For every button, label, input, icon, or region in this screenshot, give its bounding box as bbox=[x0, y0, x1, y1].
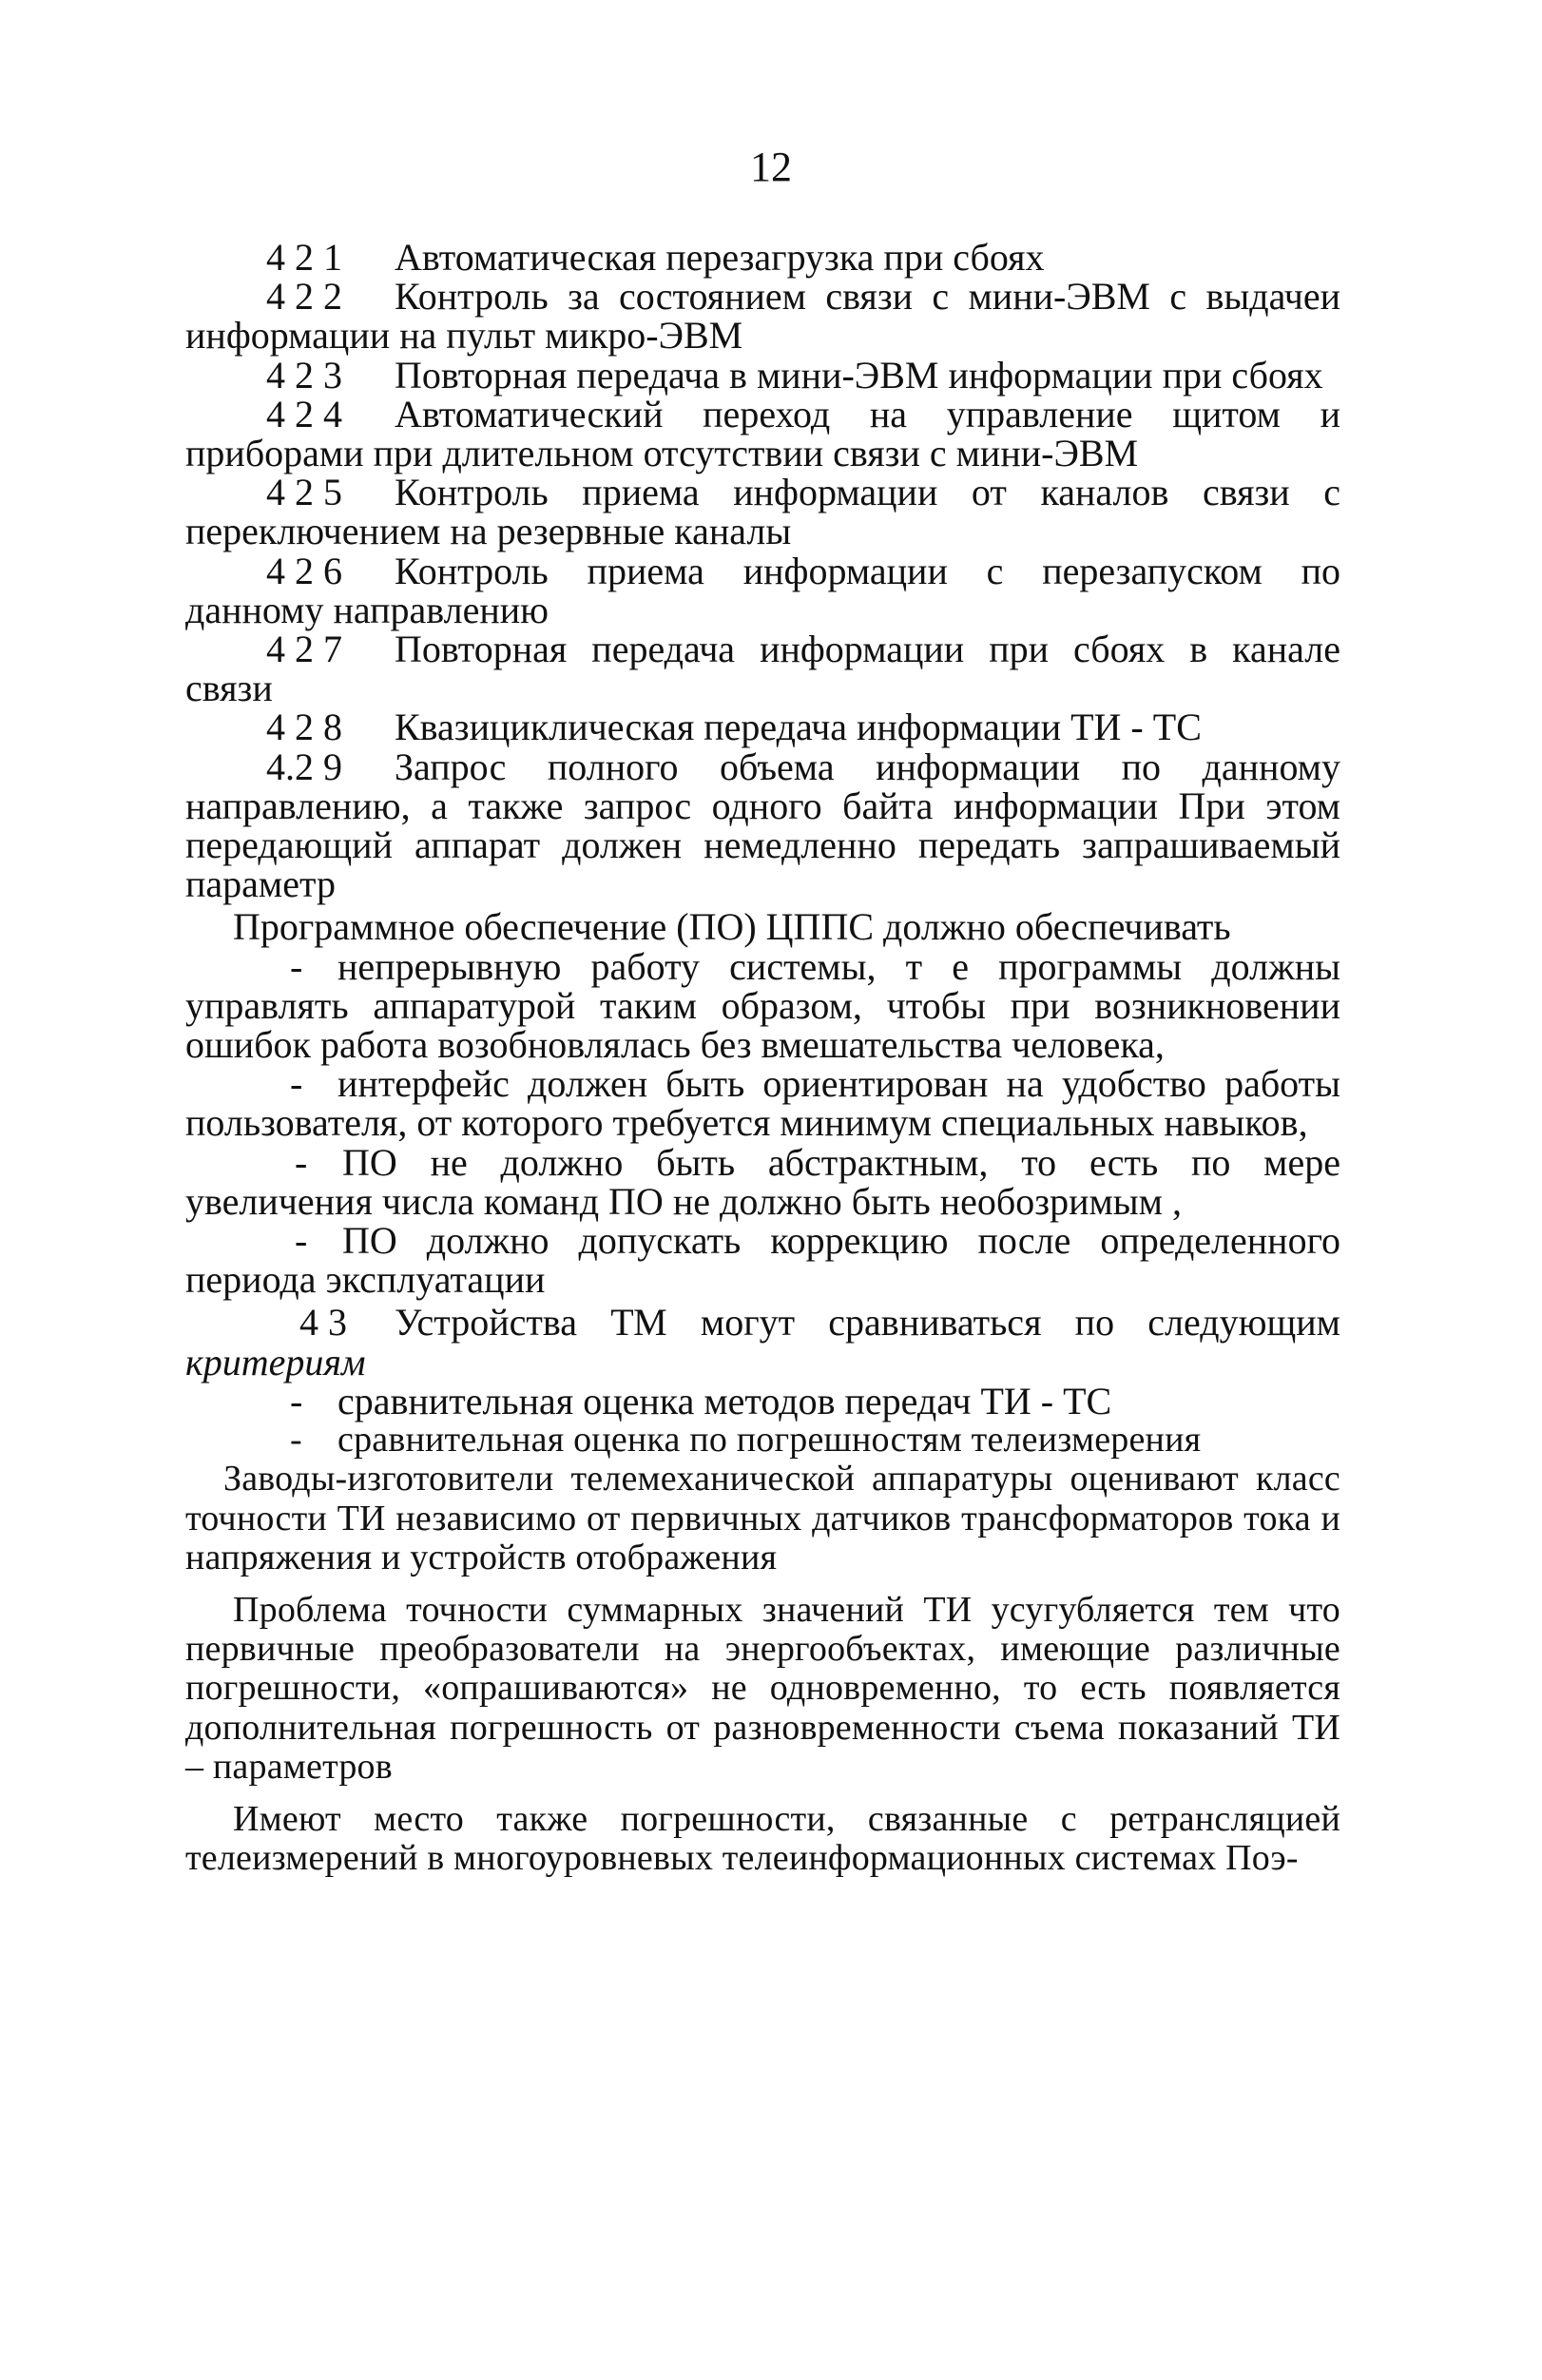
requirement-text: ПО не должно быть абстрактным, то есть по мере увеличения числа команд ПО не должно быть необозримым , bbox=[185, 1140, 1340, 1223]
requirement-text: интерфейс должен быть ориентирован на удобство работы пользователя, от которого требуется минимум специальных навыков, bbox=[185, 1062, 1340, 1145]
list-item bbox=[185, 551, 1340, 629]
section-number: 4 3 bbox=[299, 1301, 347, 1345]
item-number: 4 2 4 bbox=[266, 392, 342, 435]
item-text: Контроль приема информации от каналов связи с переключением на резервные каналы bbox=[185, 471, 1340, 553]
dash-marker: - bbox=[295, 1140, 308, 1184]
item-text: Контроль за состоянием связи с мини-ЭВМ с выдачеи информации на пульт микро-ЭВМ bbox=[185, 275, 1340, 358]
item-number: 4 2 2 bbox=[266, 275, 342, 319]
item-text: Запрос полного объема информации по данному направлению, а также запрос одного байта информации При этом передающий аппарат должен немедленно передать запрашиваемый параметр bbox=[185, 745, 1340, 906]
list-item bbox=[185, 473, 1340, 551]
document-body bbox=[185, 238, 1340, 1878]
requirement-text: ПО должно допускать коррекцию после определенного периода эксплуатации bbox=[185, 1219, 1340, 1302]
dash-marker: - bbox=[290, 944, 303, 988]
list-item bbox=[185, 238, 1340, 277]
dash-marker: - bbox=[295, 1219, 308, 1263]
dash-marker: - bbox=[290, 1379, 303, 1422]
criteria-text: сравнительная оценка методов передач ТИ - ТС bbox=[337, 1379, 1112, 1422]
list-item bbox=[185, 747, 1340, 904]
requirement-item bbox=[185, 944, 1340, 1067]
paragraph: Проблема точности суммарных значений ТИ усугубляется тем что первичные преобразователи на энергообъектах, имеющие различные погрешности, «опрашиваются» не одновременно, то есть появляется дополнительная погрешность от разновременности съема показаний ТИ – параметров bbox=[185, 1589, 1340, 1787]
item-number: 4 2 8 bbox=[266, 706, 342, 749]
criteria-item bbox=[185, 1379, 1340, 1422]
requirement-item bbox=[185, 1219, 1340, 1302]
criteria-text: сравнительная оценка по погрешностям телеизмерения bbox=[337, 1420, 1202, 1461]
item-number: 4 2 1 bbox=[266, 236, 342, 279]
requirement-text: непрерывную работу системы, т е программы должны управлять аппаратурой таким образом, чтобы при возникновении ошибок работа возобновлялась без вмешательства человека, bbox=[185, 944, 1340, 1067]
criteria-heading bbox=[185, 1303, 1340, 1381]
item-number: 4 2 7 bbox=[266, 628, 342, 671]
criteria-item bbox=[185, 1421, 1340, 1460]
item-text: Автоматическая перезагрузка при сбоях bbox=[395, 236, 1045, 279]
item-text: Квазициклическая передача информации ТИ - ТС bbox=[395, 706, 1202, 749]
list-item bbox=[185, 706, 1340, 749]
item-text: Повторная передача в мини-ЭВМ информации при сбоях bbox=[395, 353, 1323, 397]
item-number: 4 2 6 bbox=[266, 549, 342, 592]
requirement-item bbox=[185, 1140, 1340, 1223]
item-text: Повторная передача информации при сбоях в канале связи bbox=[185, 628, 1340, 710]
paragraph: Имеют место также погрешности, связанные с ретрансляцией телеизмерений в многоуровневых телеинформационных системах Поэ- bbox=[185, 1798, 1340, 1879]
software-intro: Программное обеспечение (ПО) ЦППС должно обеспечивать bbox=[233, 905, 1231, 949]
item-number: 4.2 9 bbox=[266, 745, 342, 788]
item-text: Контроль приема информации с перезапуском по данному направлению bbox=[185, 549, 1340, 631]
criteria-word: критериям bbox=[185, 1340, 366, 1383]
page-number: 12 bbox=[750, 144, 792, 190]
list-item bbox=[185, 353, 1340, 397]
list-item bbox=[185, 392, 1340, 475]
list-item bbox=[185, 275, 1340, 358]
requirement-item bbox=[185, 1062, 1340, 1145]
item-number: 4 2 5 bbox=[266, 471, 342, 514]
dash-marker: - bbox=[290, 1420, 302, 1461]
list-item bbox=[185, 628, 1340, 710]
dash-marker: - bbox=[290, 1062, 303, 1106]
criteria-lead: Устройства ТМ могут сравниваться по следующим bbox=[395, 1301, 1340, 1345]
item-text: Автоматический переход на управление щитом и приборами при длительном отсутствии связи с мини-ЭВМ bbox=[185, 392, 1340, 475]
item-number: 4 2 3 bbox=[266, 353, 342, 397]
paragraph: Заводы-изготовители телемеханической аппаратуры оценивают класс точности ТИ независимо от первичных датчиков трансформаторов тока и напряжения и устройств отображения bbox=[185, 1459, 1340, 1577]
